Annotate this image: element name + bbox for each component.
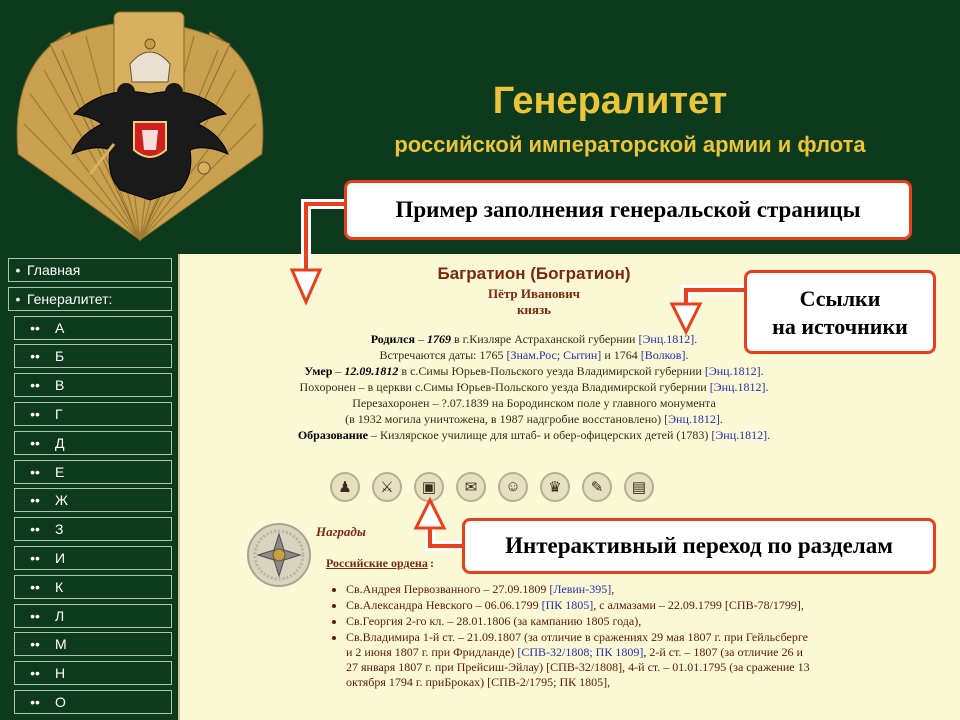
site-title: Генералитет [492,80,728,122]
sidebar-item-label: И [55,550,66,566]
died-source-link[interactable]: [Энц.1812] [704,364,761,378]
bullet-icon: •• [30,377,40,394]
education-source-link[interactable]: [Энц.1812] [711,428,768,442]
person-name: Багратион (Богратион) [437,264,631,283]
order-star-medal-icon [246,522,312,588]
person-patronymic: Пётр Иванович [487,286,581,301]
sidebar-item[interactable] [14,344,172,368]
bullet-icon: •• [30,550,40,566]
sidebar-item[interactable] [14,575,172,599]
order-source-link[interactable]: [СПВ-32/1808; ПК 1809] [517,645,644,659]
document-icon[interactable]: ✉ [456,472,486,502]
person-rank-title: князь [516,302,552,317]
sidebar-item[interactable] [14,690,172,714]
sidebar-item[interactable] [14,517,172,541]
bullet-icon: •• [30,319,40,336]
bio-born-line: Родился – 1769 в г.Кизляре Астраханской губернии [Энц.1812]. [370,332,698,346]
swords-icon[interactable]: ⚔ [372,472,402,502]
portrait-icon[interactable]: ♟ [330,472,360,502]
bio-buried-line: Похоронен – в церкви с.Симы Юрьев-Польского уезда Владимирской губернии [Энц.1812]. [299,380,769,394]
bullet-icon: •• [30,665,40,682]
sidebar-item[interactable] [14,546,172,570]
site-subtitle: российской императорской армии и флота [394,132,866,157]
dates-text: Встречаются даты: 1765 [379,348,504,362]
order-list-item [346,582,816,597]
people-icon[interactable]: ☺ [498,472,528,502]
bullet-icon: • [15,262,21,278]
died-label: Умер [304,364,333,378]
sidebar-item[interactable] [8,287,172,311]
sidebar-item[interactable] [14,316,172,340]
frame-icon[interactable]: ▣ [414,472,444,502]
bullet-icon: •• [30,578,40,595]
sidebar-item[interactable] [14,402,172,426]
sidebar-item-label: Главная [27,262,81,278]
callout-interactive-nav: Интерактивный переход по разделам [462,518,936,574]
sidebar-item-label: Ж [55,492,68,509]
sidebar-item[interactable] [14,488,172,512]
dates-source-link-1[interactable]: [Знам.Рос; Сытин] [506,348,602,362]
reburied-text-1: Перезахоронен – ?.07.1839 на Бородинском поле у главного монумента [352,396,716,410]
sidebar-item[interactable] [14,460,172,484]
order-text-tail: , с алмазами – 22.09.1799 [СПВ-78/1799], [593,598,804,612]
order-text: Св.Андрея Первозванного – 27.09.1809 [346,582,550,596]
sidebar-item-label: Б [55,348,65,365]
order-text-tail: , 2-й ст. – 1807 (за отличие 26 и 27 января 1807 г. при Прейсиш-Эйлау) [СПВ-32/1808], 4-й ст. – 01.01.1795 (за сражение 13 октября 1794 г. приБроках) [СПВ-2/1795; ПК 1805], [346,645,810,689]
bio-education-line: Образование – Кизлярское училище для штаб- и обер-офицерских детей (1783) [Энц.1812]. [297,428,771,442]
education-text: – Кизлярское училище для штаб- и обер-офицерских детей (1783) [370,428,709,442]
sidebar-item[interactable] [14,632,172,656]
order-text: Св.Александра Невского – 06.06.1799 [346,598,542,612]
sidebar-item[interactable] [14,604,172,628]
bullet-icon: •• [30,434,40,451]
sidebar-item[interactable] [14,373,172,397]
eagle-icon[interactable]: ♛ [540,472,570,502]
education-label: Образование [297,428,368,442]
callout-source-links [744,270,936,354]
order-source-link[interactable]: [Левин-395] [549,582,612,596]
sidebar-nav [4,254,174,720]
imperial-eagle-emblem [10,4,270,248]
orders-list [334,582,816,691]
section-nav-icons [330,472,670,506]
sidebar-item[interactable] [14,661,172,685]
bio-died-line: Умер – 12.09.1812 в с.Симы Юрьев-Польского уезда Владимирской губернии [Энц.1812]. [304,364,764,378]
order-list-item [346,614,816,629]
sidebar-item[interactable] [14,431,172,455]
died-date: 12.09.1812 [344,364,399,378]
bullet-icon: •• [30,348,40,365]
awards-heading: Награды [316,524,366,539]
sidebar-item-label: Л [55,607,65,624]
orders-heading[interactable]: Российские ордена [326,556,428,570]
sidebar-item-label: А [55,319,65,336]
order-list-item [346,630,816,690]
dates-source-link-2[interactable]: [Волков] [640,348,686,362]
bio-reburied-line-2: (в 1932 могила уничтожена, в 1987 надгробие восстановлено) [Энц.1812]. [345,412,723,426]
sidebar-item-label: М [55,636,67,653]
callout-sources-line-1: Ссылки [799,286,881,311]
sidebar-item-label: З [55,521,64,538]
order-list-item [346,598,816,613]
order-text: Св.Георгия 2-го кл. – 28.01.1806 (за кампанию 1805 года), [346,614,642,628]
born-date: 1769 [426,332,451,346]
callout-example-page: Пример заполнения генеральской страницы [344,180,912,240]
bio-dates-line: Встречаются даты: 1765 [Знам.Рос; Сытин] и 1764 [Волков]. [379,348,689,362]
scroll-icon[interactable]: ✎ [582,472,612,502]
sidebar-item-label: Е [55,463,65,480]
books-icon[interactable]: ▤ [624,472,654,502]
bullet-icon: •• [30,463,40,480]
sidebar-item-label: Н [55,665,66,682]
sidebar-item-label: В [55,377,65,394]
sidebar-item-label: Д [55,434,65,451]
born-source-link[interactable]: [Энц.1812] [638,332,695,346]
bullet-icon: •• [30,492,40,509]
reburied-source-link[interactable]: [Энц.1812] [664,412,720,426]
buried-source-link[interactable]: [Энц.1812] [709,380,766,394]
buried-text: Похоронен – в церкви с.Симы Юрьев-Польского уезда Владимирской губернии [299,380,707,394]
reburied-text-2: (в 1932 могила уничтожена, в 1987 надгробие восстановлено) [345,412,662,426]
orders-heading-colon: : [430,556,434,570]
bullet-icon: •• [30,406,40,422]
died-place: в с.Симы Юрьев-Польского уезда Владимирской губернии [401,364,702,378]
bullet-icon: •• [30,521,40,538]
order-text-tail: , [611,582,615,596]
dates-mid: и 1764 [604,348,638,362]
order-source-link[interactable]: [ПК 1805] [541,598,594,612]
bullet-icon: •• [30,607,40,624]
sidebar-item-label: О [55,694,66,710]
born-label: Родился [370,332,415,346]
bio-reburied-line-1 [180,396,888,411]
bullet-icon: •• [30,694,40,710]
born-place: в г.Кизляре Астраханской губернии [453,332,636,346]
sidebar-item-label: Г [55,406,63,422]
callout-sources-line-2: на источники [772,314,908,339]
sidebar-item-label: К [55,578,64,595]
sidebar-item[interactable] [8,258,172,282]
sidebar-item-label: Генералитет: [27,290,113,307]
bullet-icon: • [15,290,21,307]
bullet-icon: •• [30,636,40,653]
order-text: Св.Владимира 1-й ст. – 21.09.1807 (за отличие в сражениях 29 мая 1807 г. при Гейльсберге и 2 июня 1807 г. при Фридланде) [346,630,808,659]
